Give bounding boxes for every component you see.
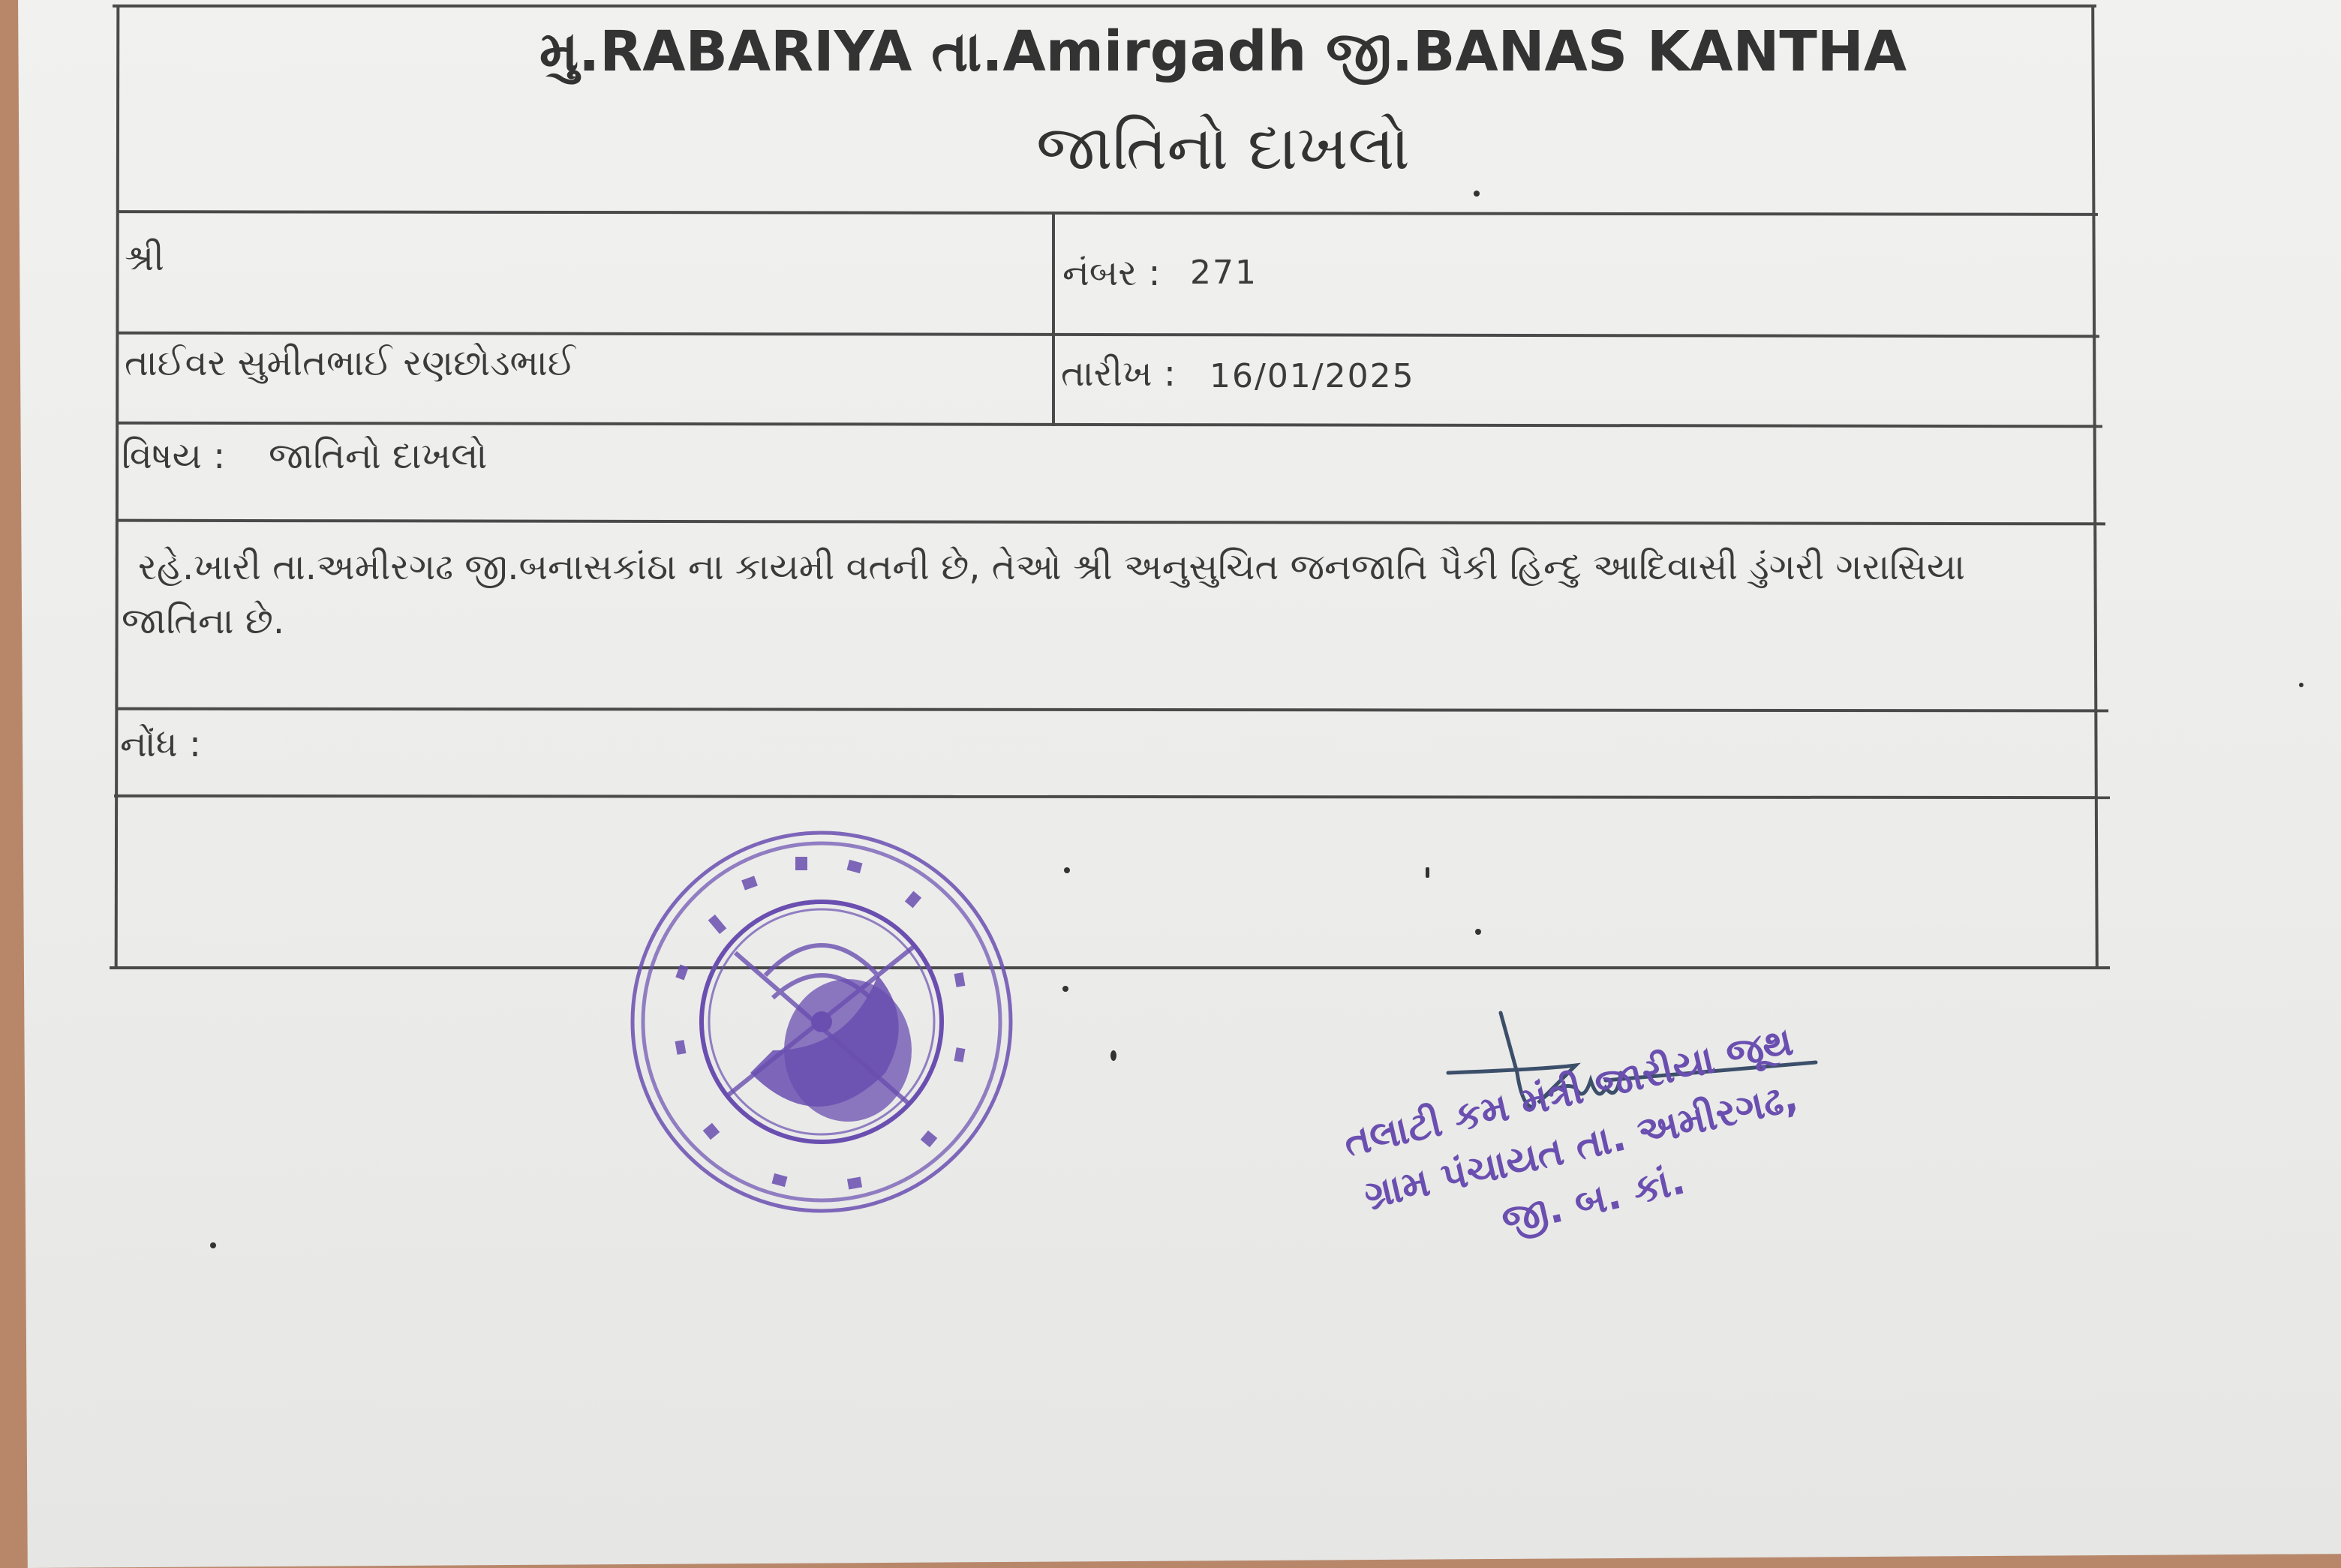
speck bbox=[1064, 867, 1070, 873]
table-divider-row2 bbox=[117, 422, 2102, 428]
shri-label: શ્રી bbox=[125, 237, 164, 279]
speck bbox=[1475, 929, 1481, 935]
designation-stamp-text: તલાટી કમ મંત્રી જારીયા જૂથ ગ્રામ પંચાયત તા. અમીરગઢ, જી. બ. કાં. bbox=[1339, 1019, 1802, 1244]
table-divider-note bbox=[114, 795, 2110, 799]
speck bbox=[1426, 867, 1429, 878]
subject-value: જાતિનો દાખલો bbox=[269, 435, 488, 477]
subject-label: વિષય : bbox=[122, 435, 226, 477]
table-border-top bbox=[113, 5, 2096, 8]
applicant-name: તાઈવર સુમીતભાઈ રણછોડભાઈ bbox=[125, 342, 575, 384]
date-value: 16/01/2025 bbox=[1210, 357, 1415, 395]
date-label: તારીખ : bbox=[1061, 353, 1177, 395]
speck bbox=[1062, 986, 1068, 992]
note-label: નોંધ : bbox=[120, 723, 201, 765]
number-label: નંબર : bbox=[1062, 252, 1161, 294]
panchayat-round-seal bbox=[623, 825, 1020, 1215]
table-divider-body bbox=[116, 707, 2108, 713]
table-border-bottom bbox=[110, 966, 2110, 969]
table-divider-subject bbox=[117, 519, 2105, 526]
table-divider-header bbox=[117, 210, 2098, 216]
certificate-body-text: રહે.ખારી તા.અમીરગઢ જી.બનાસકાંઠા ના કાયમી વતની છે, તેઓ શ્રી અનુસુચિત જનજાતિ પૈકી હિન્દુ આદિવાસી ડુંગરી ગરાસિયા જાતિના છે. bbox=[122, 546, 1966, 642]
speck bbox=[2299, 683, 2303, 687]
signature-block bbox=[1321, 990, 1861, 1350]
certificate-title: જાતિનો દાખલો bbox=[1036, 113, 1410, 184]
office-address-header: મુ.RABARIYA તા.Amirgadh જી.BANAS KANTHA bbox=[539, 20, 1907, 84]
table-column-divider bbox=[1052, 213, 1055, 426]
speck bbox=[1474, 191, 1480, 197]
speck bbox=[210, 1242, 216, 1248]
speck bbox=[1110, 1050, 1116, 1061]
table-divider-row1 bbox=[117, 332, 2099, 338]
number-value: 271 bbox=[1190, 254, 1258, 292]
